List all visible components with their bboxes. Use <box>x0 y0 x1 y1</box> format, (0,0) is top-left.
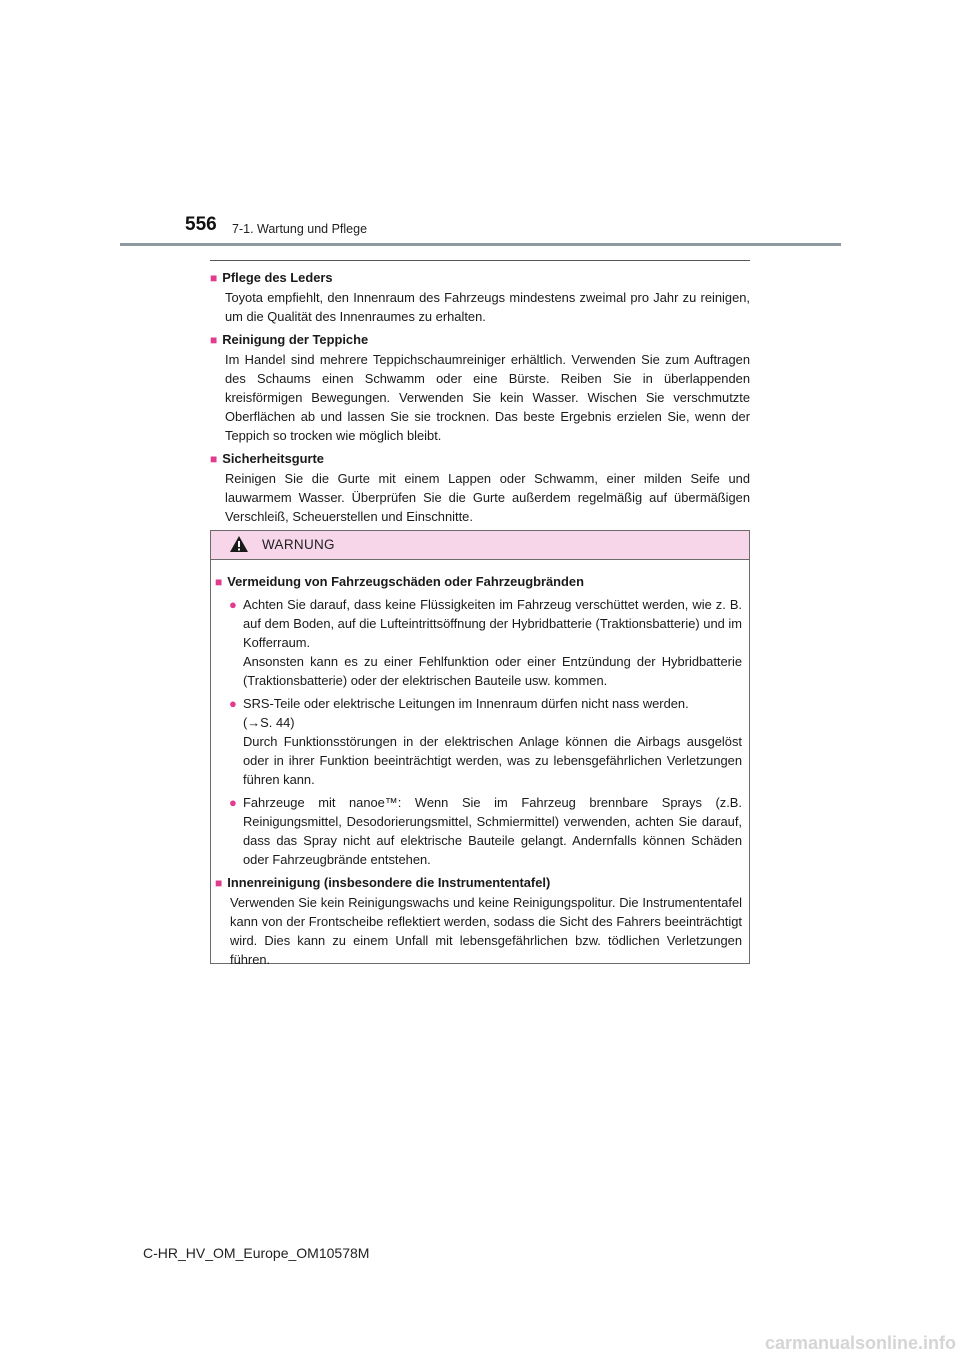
bullet-text: Achten Sie darauf, dass keine Flüssigkeiten im Fahrzeug verschüttet werden, wie z. B. auf dem Boden, auf die Lufteintrittsöffnung der Hybridbatterie (Traktionsbatterie) und im Kofferraum. <box>243 597 742 650</box>
section-body-leather: Toyota empfiehlt, den Innenraum des Fahrzeugs mindestens zweimal pro Jahr zu reinigen, um die Qualität des Innenraumes zu erhalten. <box>225 290 750 324</box>
warning-item-title: Innenreinigung (insbesondere die Instrumententafel) <box>227 875 551 890</box>
circle-bullet-icon: ● <box>229 795 237 810</box>
warning-item-vehicle-damage <box>215 572 742 869</box>
warning-item-title: Vermeidung von Fahrzeugschäden oder Fahrzeugbränden <box>227 574 584 589</box>
content <box>210 268 750 530</box>
bullet-text: Durch Funktionsstörungen in der elektrischen Anlage können die Airbags ausgelöst oder in ihrer Funktion beeinträchtigt werden, was zu lebensgefährlichen Verletzungen führen kann. <box>243 734 742 787</box>
warning-item-interior-cleaning <box>215 873 742 969</box>
section-body-seatbelts: Reinigen Sie die Gurte mit einem Lappen oder Schwamm, einer milden Seife und lauwarmem Wasser. Überprüfen Sie die Gurte außerdem regelmäßig auf übermäßigen Verschleiß, Scheuerstellen und Einschnitte. <box>225 471 750 524</box>
document-code: C-HR_HV_OM_Europe_OM10578M <box>143 1245 370 1261</box>
bullet-text: SRS-Teile oder elektrische Leitungen im Innenraum dürfen nicht nass werden. <box>243 696 689 711</box>
bullet-text: Ansonsten kann es zu einer Fehlfunktion oder einer Entzündung der Hybridbatterie (Traktionsbatterie) oder der elektrischen Bauteile usw. kommen. <box>243 654 742 688</box>
warning-box <box>210 530 750 967</box>
warning-bullet-liquids <box>229 595 742 690</box>
content-rule <box>210 260 750 261</box>
warning-header <box>211 531 749 560</box>
page-number: 556 <box>185 214 217 235</box>
bullet-text: Fahrzeuge mit nanoe™: Wenn Sie im Fahrzeug brennbare Sprays (z.B. Reinigungsmittel, Desodorierungsmittel, Schmiermittel) verwenden, achten Sie darauf, dass das Spray nicht auf elektrische Bauteile gelangt. Andernfalls können Schäden oder Fahrzeugbrände entstehen. <box>243 795 742 867</box>
square-bullet-icon: ■ <box>210 452 218 466</box>
square-bullet-icon: ■ <box>210 271 218 285</box>
section-carpets <box>210 330 750 445</box>
warning-content <box>211 560 749 969</box>
section-title-leather: Pflege des Leders <box>222 270 333 285</box>
square-bullet-icon: ■ <box>215 876 223 890</box>
section-title-seatbelts: Sicherheitsgurte <box>222 451 324 466</box>
circle-bullet-icon: ● <box>229 597 237 612</box>
header-rule <box>120 243 841 246</box>
square-bullet-icon: ■ <box>210 333 218 347</box>
square-bullet-icon: ■ <box>215 575 223 589</box>
watermark: carmanualsonline.info <box>764 1333 956 1353</box>
warning-item-body: Verwenden Sie kein Reinigungswachs und keine Reinigungspolitur. Die Instrumententafel kann von der Frontscheibe reflektiert werden, sodass die Sicht des Fahrers beeinträchtigt wird. Dies kann zu einem Unfall mit lebensgefährlichen bzw. tödlichen Verletzungen führen. <box>230 895 742 967</box>
page-reference: (→S. 44) <box>243 715 295 730</box>
section-title: 7-1. Wartung und Pflege <box>232 222 368 236</box>
warning-bullet-nanoe <box>229 793 742 869</box>
section-title-carpets: Reinigung der Teppiche <box>222 332 369 347</box>
warning-triangle-icon <box>229 535 249 553</box>
section-seatbelts <box>210 449 750 526</box>
warning-bullet-srs <box>229 694 742 789</box>
circle-bullet-icon: ● <box>229 696 237 711</box>
section-leather <box>210 268 750 326</box>
section-body-carpets: Im Handel sind mehrere Teppichschaumreiniger erhältlich. Verwenden Sie zum Auftragen des Schaums einen Schwamm oder eine Bürste. Reiben Sie in überlappenden kreisförmigen Bewegungen. Verwenden Sie kein Wasser. Wischen Sie verschmutzte Oberflächen ab und lassen Sie sie trocknen. Das beste Ergebnis erzielen Sie, wenn der Teppich so trocken wie möglich bleibt. <box>225 352 750 443</box>
warning-title: WARNUNG <box>262 537 335 552</box>
